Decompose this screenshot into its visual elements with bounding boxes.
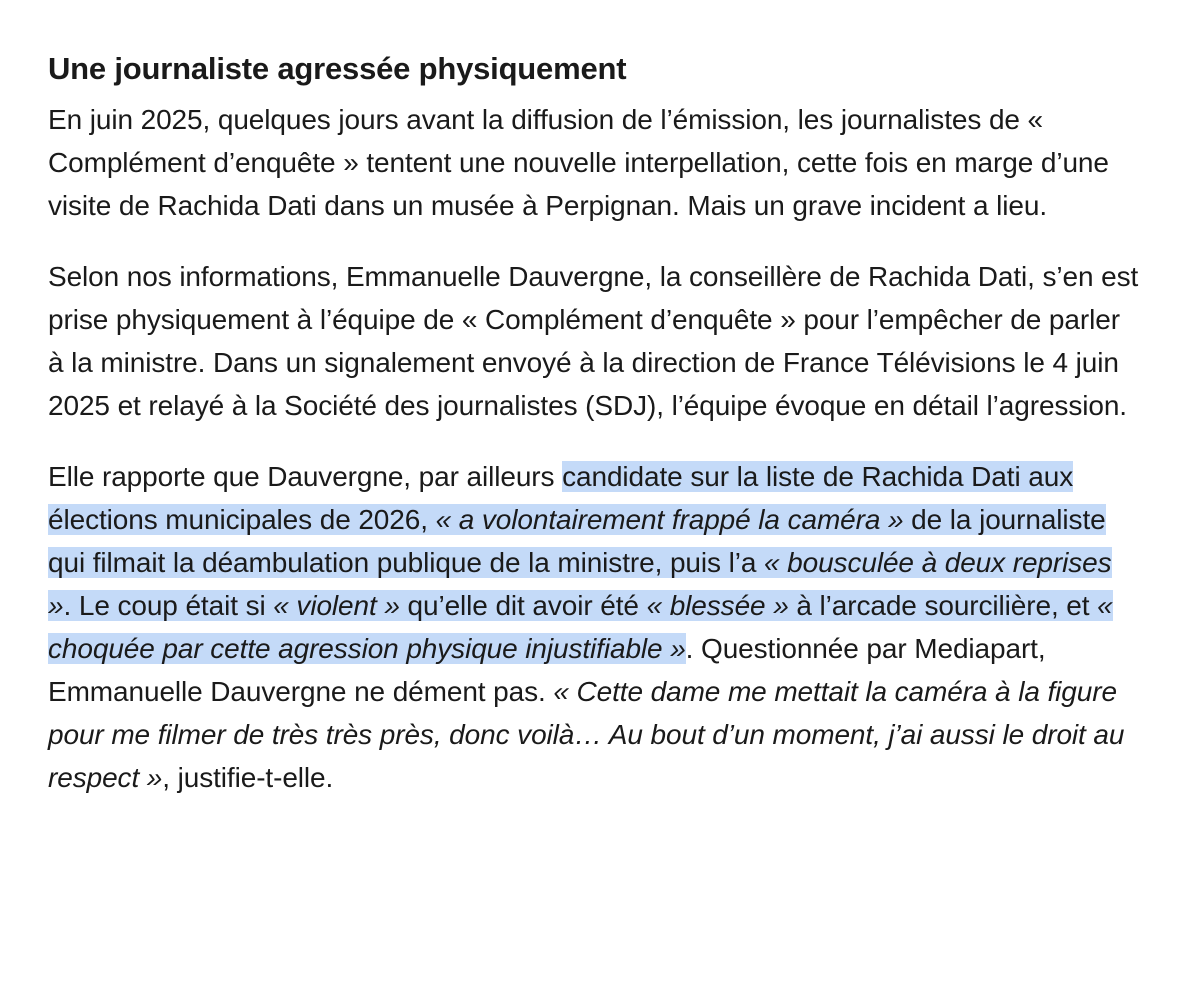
quote-violent: « violent » [273, 590, 400, 621]
quote-blessee: « blessée » [646, 590, 789, 621]
paragraph-3-outro: , justifie-t-elle. [162, 762, 334, 793]
quote-bousculee: « bousculée à deux reprises » [48, 547, 1112, 621]
selected-text: de la journaliste qui filmait la déambulation publique de la ministre, puis l’a [48, 504, 1106, 578]
selected-text: . Le coup était si [63, 590, 274, 621]
selected-text: à l’arcade sourcilière, et [788, 590, 1098, 621]
quote-dauvergne: « Cette dame me mettait la caméra à la figure pour me filmer de très très près, donc voilà… Au bout d’un moment, j’ai aussi le droit au respect » [48, 676, 1125, 793]
paragraph-3-text: . Questionnée par Mediapart, Emmanuelle Dauvergne ne dément pas. [48, 633, 1046, 707]
selected-text: qu’elle dit avoir été [399, 590, 647, 621]
selected-text: candidate sur la liste de Rachida Dati aux élections municipales de 2026, [48, 461, 1074, 535]
paragraph-1: En juin 2025, quelques jours avant la diffusion de l’émission, les journalistes de « Complément d’enquête » tentent une nouvelle interpellation, cette fois en marge d’une visite de Rachida Dati dans un musée à Perpignan. Mais un grave incident a lieu. [48, 104, 1109, 221]
quote-choquee: « choquée par cette agression physique injustifiable » [48, 590, 1113, 664]
paragraph-3 [48, 455, 1140, 799]
quote-camera: « a volontairement frappé la caméra » [435, 504, 904, 535]
paragraph-2: Selon nos informations, Emmanuelle Dauvergne, la conseillère de Rachida Dati, s’en est prise physiquement à l’équipe de « Complément d’enquête » pour l’empêcher de parler à la ministre. Dans un signalement envoyé à la direction de France Télévisions le 4 juin 2025 et relayé à la Société des journalistes (SDJ), l’équipe évoque en détail l’agression. [48, 261, 1139, 421]
paragraph-3-intro: Elle rapporte que Dauvergne, par ailleurs [48, 461, 563, 492]
section-heading: Une journaliste agressée physiquement [48, 51, 627, 86]
